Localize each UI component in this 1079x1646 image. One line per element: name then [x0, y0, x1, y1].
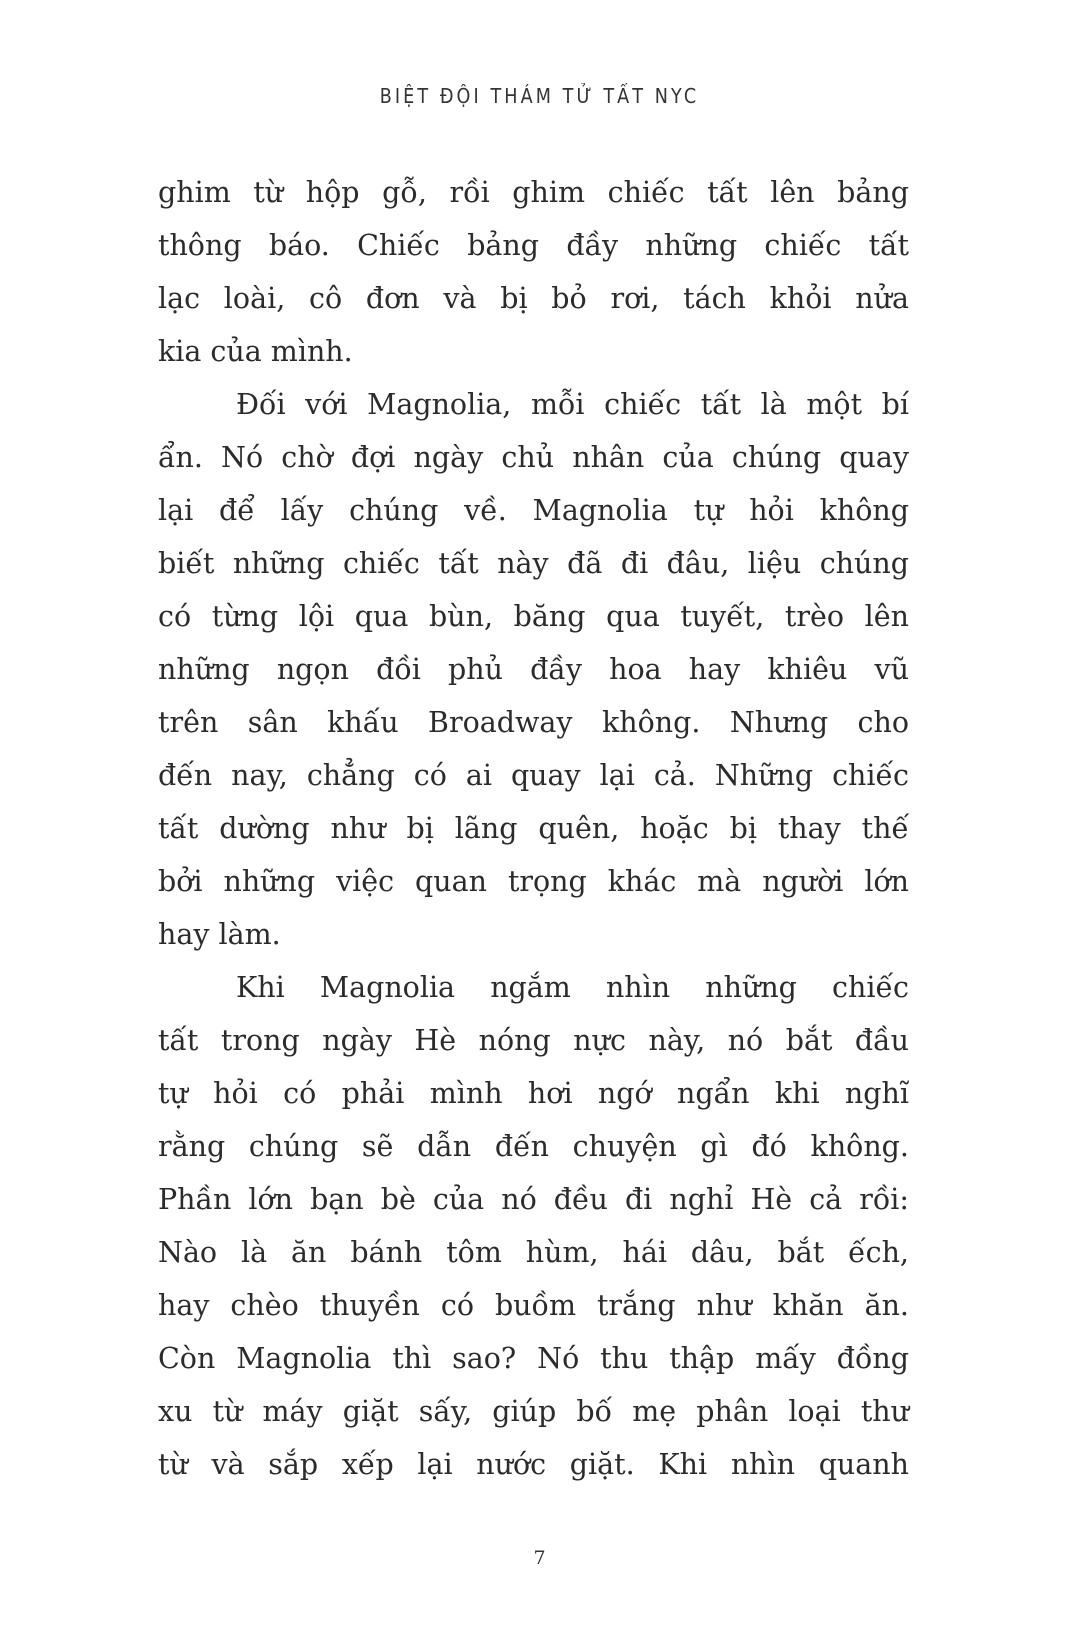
text-line: rằng chúng sẽ dẫn đến chuyện gì đó không.: [158, 1130, 909, 1163]
text-line: ghim từ hộp gỗ, rồi ghim chiếc tất lên bảng: [158, 176, 909, 209]
text-line: Phần lớn bạn bè của nó đều đi nghỉ Hè cả rồi:: [158, 1183, 909, 1216]
page-number: 7: [533, 1547, 546, 1569]
text-line: bởi những việc quan trọng khác mà người lớn: [158, 865, 909, 898]
text-line: xu từ máy giặt sấy, giúp bố mẹ phân loại thư: [158, 1395, 909, 1428]
text-line: Khi Magnolia ngắm nhìn những chiếc: [236, 971, 909, 1004]
text-line: ẩn. Nó chờ đợi ngày chủ nhân của chúng quay: [158, 441, 909, 474]
text-line: từ và sắp xếp lại nước giặt. Khi nhìn quanh: [158, 1448, 909, 1481]
text-line: Còn Magnolia thì sao? Nó thu thập mấy đồng: [158, 1342, 909, 1375]
text-line: thông báo. Chiếc bảng đầy những chiếc tất: [158, 229, 909, 262]
text-line: tất trong ngày Hè nóng nực này, nó bắt đầu: [158, 1024, 909, 1057]
paragraph: [158, 378, 909, 961]
running-header: BIỆT ĐỘI THÁM TỬ TẤT NYC: [379, 84, 700, 108]
text-line: Nào là ăn bánh tôm hùm, hái dâu, bắt ếch,: [158, 1236, 909, 1269]
text-line: có từng lội qua bùn, băng qua tuyết, trèo lên: [158, 600, 909, 633]
body-text: [158, 166, 909, 1491]
text-line: Đối với Magnolia, mỗi chiếc tất là một bí: [236, 388, 909, 421]
text-line: trên sân khấu Broadway không. Nhưng cho: [158, 706, 909, 739]
text-line: đến nay, chẳng có ai quay lại cả. Những chiếc: [158, 759, 909, 792]
text-line: những ngọn đồi phủ đầy hoa hay khiêu vũ: [158, 653, 909, 686]
text-line: biết những chiếc tất này đã đi đâu, liệu chúng: [158, 547, 909, 580]
text-line: tất dường như bị lãng quên, hoặc bị thay thế: [158, 812, 909, 845]
text-line: hay chèo thuyền có buồm trắng như khăn ăn.: [158, 1289, 909, 1322]
paragraph: [158, 961, 909, 1491]
paragraph: [158, 166, 909, 378]
text-line: hay làm.: [158, 918, 281, 951]
text-line: kia của mình.: [158, 335, 353, 368]
text-line: lại để lấy chúng về. Magnolia tự hỏi không: [158, 494, 909, 527]
text-line: lạc loài, cô đơn và bị bỏ rơi, tách khỏi nửa: [158, 282, 909, 315]
text-line: tự hỏi có phải mình hơi ngớ ngẩn khi nghĩ: [158, 1077, 909, 1110]
